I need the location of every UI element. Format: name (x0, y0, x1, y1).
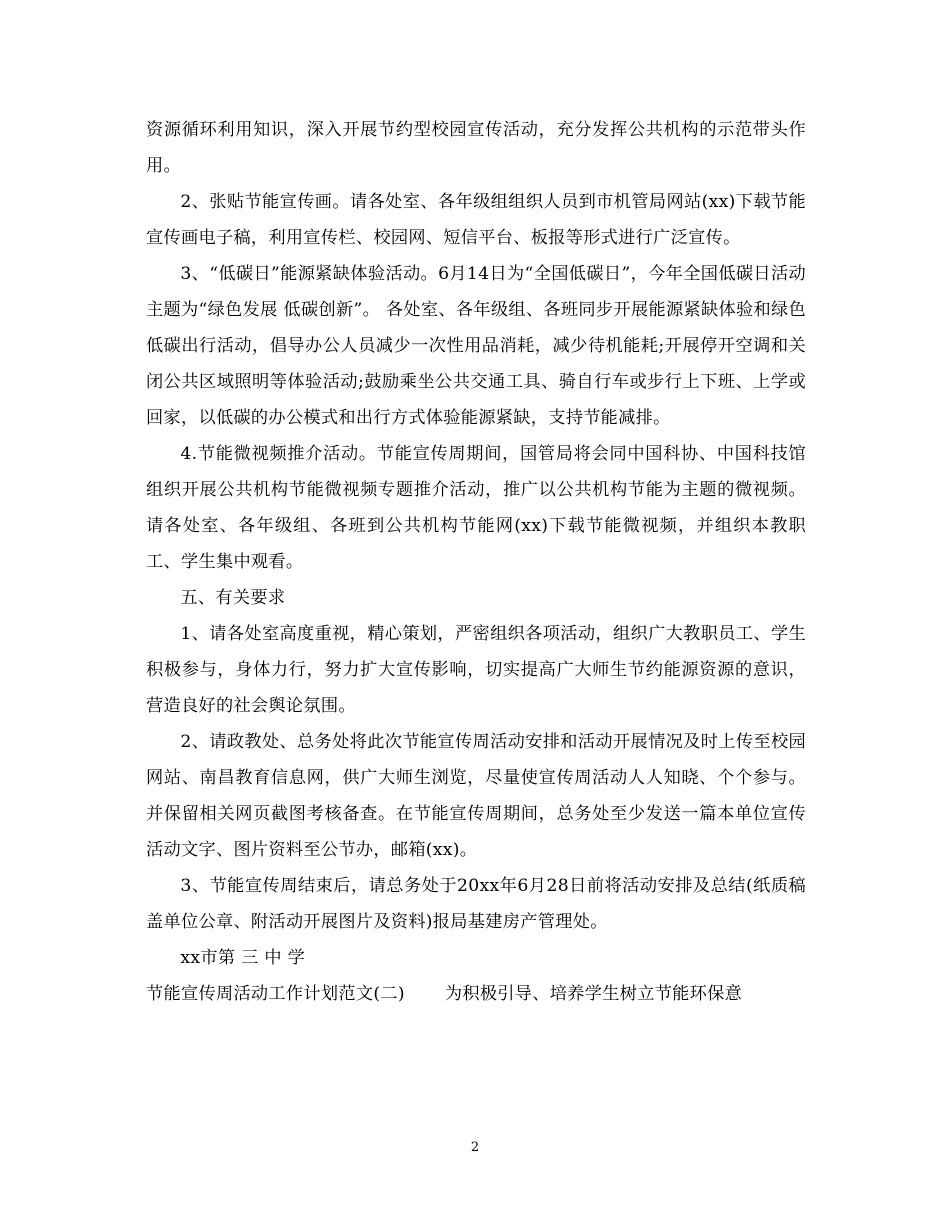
paragraph-micro-video: 4.节能微视频推介活动。节能宣传周期间，国管局将会同中国科协、中国科技馆组织开展公共机构节能微视频专题推介活动，推广以公共机构节能为主题的微视频。请各处室、各年级组、各班到公共机构节能网(xx)下载节能微视频，并组织本教职工、学生集中观看。 (146, 444, 806, 572)
section-heading-requirements: 五、有关要求 (180, 588, 286, 608)
next-section-line (146, 976, 806, 1012)
paragraph-poster: 2、张贴节能宣传画。请各处室、各年级组组织人员到市机管局网站(xx)下载节能宣传画电子稿，利用宣传栏、校园网、短信平台、板报等形式进行广泛宣传。 (146, 192, 806, 248)
paragraph-requirement-3: 3、节能宣传周结束后，请总务处于20xx年6月28日前将活动安排及总结(纸质稿盖单位公章、附活动开展图片及资料)报局基建房产管理处。 (146, 876, 806, 932)
document-body (146, 112, 806, 1012)
paragraph-requirement-2: 2、请政教处、总务处将此次节能宣传周活动安排和活动开展情况及时上传至校园网站、南昌教育信息网，供广大师生浏览，尽量使宣传周活动人人知晓、个个参与。并保留相关网页截图考核备查。在节能宣传周期间，总务处至少发送一篇本单位宣传活动文字、图片资料至公节办，邮箱(xx)。 (146, 732, 806, 860)
page-number: 2 (470, 1140, 480, 1155)
paragraph-requirement-1: 1、请各处室高度重视，精心策划，严密组织各项活动，组织广大教职员工、学生积极参与，身体力行，努力扩大宣传影响，切实提高广大师生节约能源资源的意识，营造良好的社会舆论氛围。 (146, 624, 806, 716)
next-section-intro: 为积极引导、培养学生树立节能环保意 (444, 984, 743, 1004)
signature-school: xx市第 三 中 学 (180, 948, 306, 968)
paragraph-continuation: 资源循环利用知识，深入开展节约型校园宣传活动，充分发挥公共机构的示范带头作用。 (146, 120, 806, 176)
paragraph-low-carbon-day: 3、“低碳日”能源紧缺体验活动。6月14日为“全国低碳日”，今年全国低碳日活动主题为“绿色发展 低碳创新”。 各处室、各年级组、各班同步开展能源紧缺体验和绿色低碳出行活动，倡导办公人员减少一次性用品消耗，减少待机能耗;开展停开空调和关闭公共区域照明等体验活动;鼓励乘坐公共交通工具、骑自行车或步行上下班、上学或回家，以低碳的办公模式和出行方式体验能源紧缺，支持节能减排。 (146, 264, 806, 428)
next-section-title: 节能宣传周活动工作计划范文(二) (146, 984, 405, 1004)
